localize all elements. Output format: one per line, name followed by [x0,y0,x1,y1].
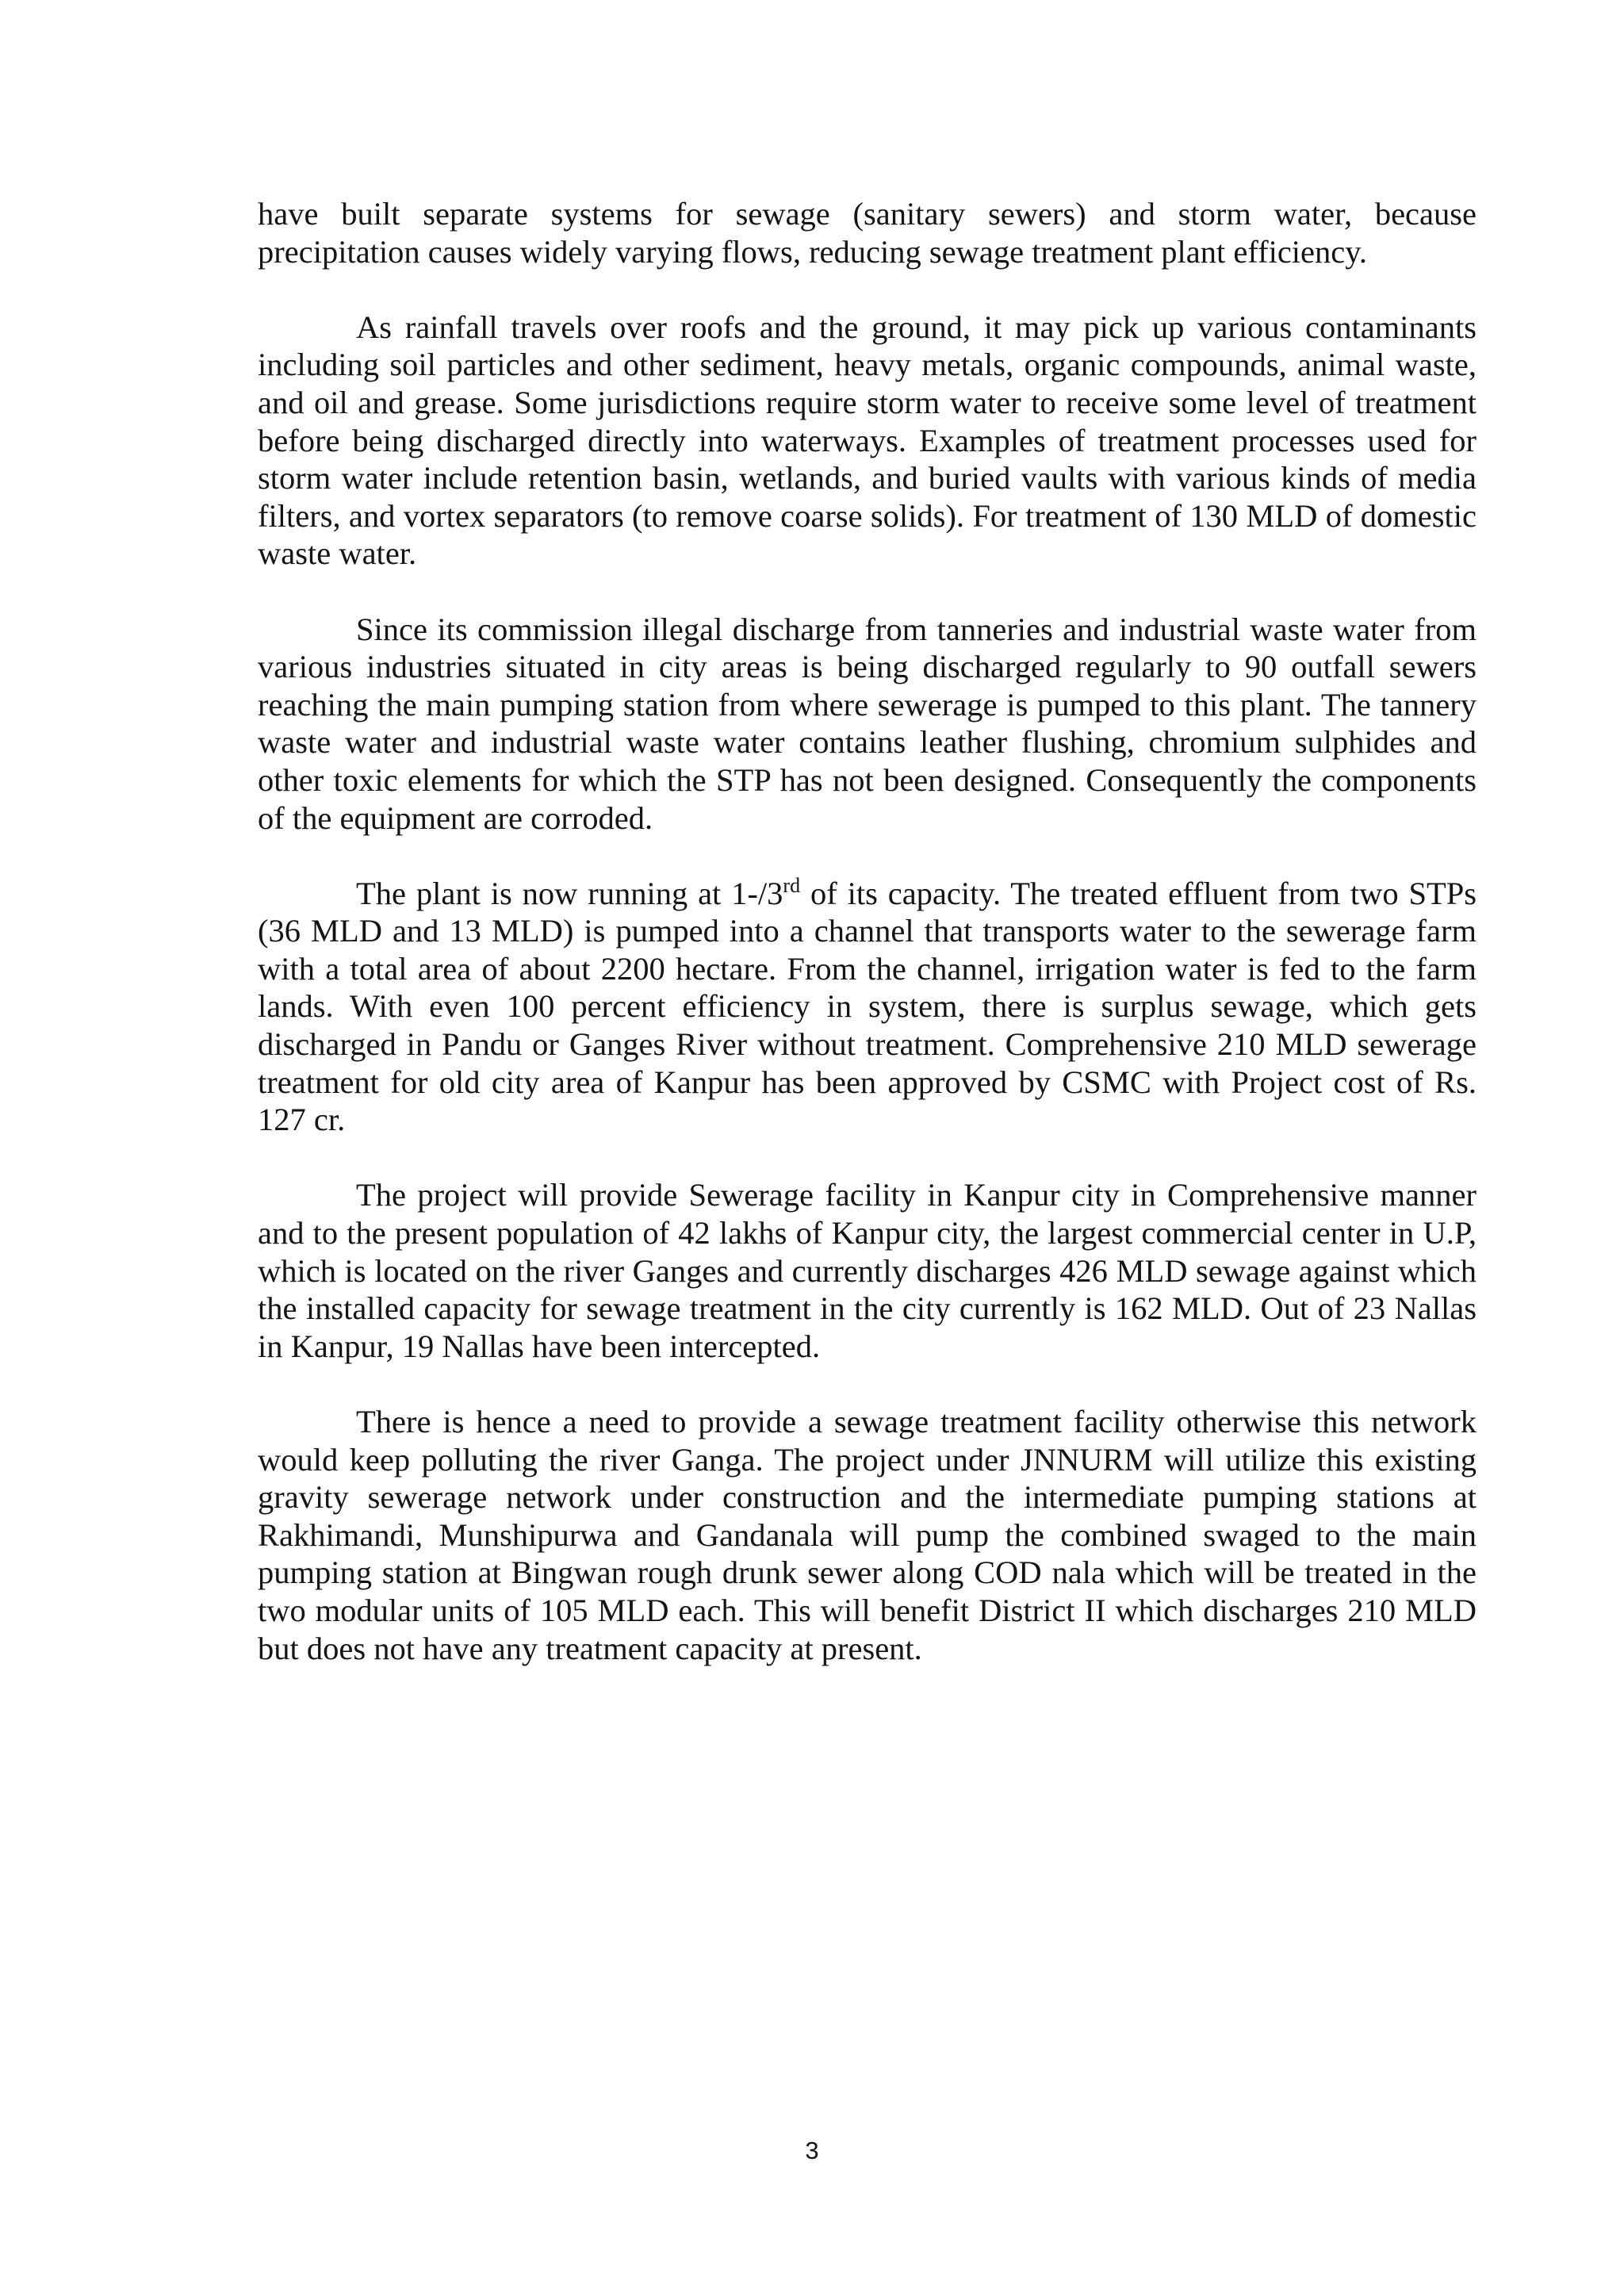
ordinal-superscript: rd [783,873,801,897]
paragraph-project-facility: The project will provide Sewerage facility in Kanpur city in Comprehensive manner and to the present population of 42 lakhs of Kanpur city, the largest commercial center in U.P, which is located on the river Ganges and currently discharges 426 MLD sewage against which the installed capacity for sewage treatment in the city currently is 162 MLD. Out of 23 Nallas in Kanpur, 19 Nallas have been intercepted. [258,1177,1477,1364]
paragraph-treatment-need: There is hence a need to provide a sewage treatment facility otherwise this network would keep polluting the river Ganga. The project under JNNURM will utilize this existing gravity sewerage network under construction and the intermediate pumping stations at Rakhimandi, Munshipurwa and Gandanala will pump the combined swaged to the main pumping station at Bingwan rough drunk sewer along COD nala which will be treated in the two modular units of 105 MLD each. This will benefit District II which discharges 210 MLD but does not have any treatment capacity at present. [258,1404,1477,1666]
plant-capacity-text-start: The plant is now running at 1-/3 [356,875,783,911]
plant-capacity-text-end: of its capacity. The treated effluent from two STPs (36 MLD and 13 MLD) is pumped into a channel that transports water to the sewerage farm with a total area of about 2200 hectare. From the channel, irrigation water is fed to the farm lands. With even 100 percent efficiency in system, there is surplus sewage, which gets discharged in Pandu or Ganges River without treatment. Comprehensive 210 MLD sewerage treatment for old city area of Kanpur has been approved by CSMC with Project cost of Rs. 127 cr. [258,875,1477,1138]
document-body [258,195,1477,1667]
paragraph-rainfall-contaminants: As rainfall travels over roofs and the ground, it may pick up various contaminants including soil particles and other sediment, heavy metals, organic compounds, animal waste, and oil and grease. Some jurisdictions require storm water to receive some level of treatment before being discharged directly into waterways. Examples of treatment processes used for storm water include retention basin, wetlands, and buried vaults with various kinds of media filters, and vortex separators (to remove coarse solids). For treatment of 130 MLD of domestic waste water. [258,309,1477,572]
paragraph-separate-systems: have built separate systems for sewage (sanitary sewers) and storm water, because precipitation causes widely varying flows, reducing sewage treatment plant efficiency. [258,196,1477,270]
paragraph-illegal-discharge: Since its commission illegal discharge from tanneries and industrial waste water from various industries situated in city areas is being discharged regularly to 90 outfall sewers reaching the main pumping station from where sewerage is pumped to this plant. The tannery waste water and industrial waste water contains leather flushing, chromium sulphides and other toxic elements for which the STP has not been designed. Consequently the components of the equipment are corroded. [258,611,1477,836]
page-number: 3 [805,2137,819,2164]
paragraph-plant-capacity [258,875,1477,1139]
